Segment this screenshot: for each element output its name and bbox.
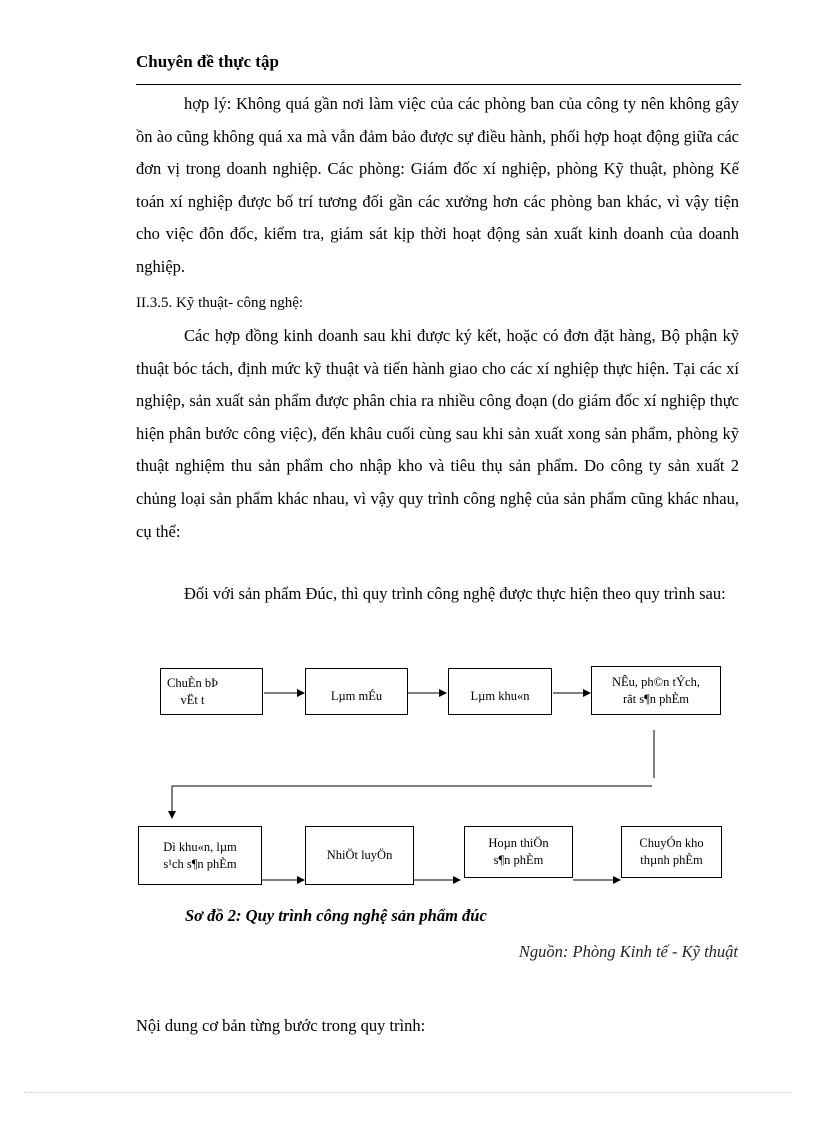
step-heat-treatment: NhiÖt luyÖn xyxy=(305,826,414,885)
paragraph-step-content-intro: Nội dung cơ bản từng bước trong quy trình: xyxy=(136,1016,426,1035)
step-make-mold: Lµm khu«n xyxy=(448,668,552,715)
page-header-title: Chuyên đề thực tập xyxy=(136,52,279,71)
step-prepare-materials: ChuÈn bÞ vËt t xyxy=(160,668,263,715)
step-transfer-warehouse: ChuyÓn kho thµnh phÈm xyxy=(621,826,722,878)
step-make-pattern: Lµm mÉu xyxy=(305,668,408,715)
paragraph-casting-intro: Đối với sản phẩm Đúc, thì quy trình công nghệ được thực hiện theo quy trình sau: xyxy=(184,584,726,603)
diagram-source: Nguồn: Phòng Kinh tế - Kỹ thuật xyxy=(518,942,738,961)
step-melt-analyze-pour: NÊu, ph©n tÝch, rãt s¶n phÈm xyxy=(591,666,721,715)
step-demold-clean: Dì khu«n, lµm s¹ch s¶n phÈm xyxy=(138,826,262,885)
diagram-caption: Sơ đồ 2: Quy trình công nghệ sản phẩm đúc xyxy=(185,906,487,925)
step-finishing: Hoµn thiÖn s¶n phÈm xyxy=(464,826,573,878)
page-footer-divider xyxy=(24,1092,792,1093)
paragraph-layout: hợp lý: Không quá gần nơi làm việc của các phòng ban của công ty nên không gây ồn ào cũng không quá xa mà vẫn đảm bảo được sự điều hành, phối hợp hoạt động giữa các đơn vị trong doanh nghiệp. Các phòng: Giám đốc xí nghiệp, phòng Kỹ thuật, phòng Kế toán xí nghiệp được bố trí tương đối gần các xưởng hơn các phòng ban khác, vì vậy tiện cho việc đôn đốc, kiểm tra, giám sát kịp thời hoạt động sản xuất kinh doanh của doanh nghiệp. xyxy=(136,94,739,276)
section-heading: II.3.5. Kỹ thuật- công nghệ: xyxy=(136,295,304,311)
paragraph-technology: Các hợp đồng kinh doanh sau khi được ký kết, hoặc có đơn đặt hàng, Bộ phận kỹ thuật bóc tách, định mức kỹ thuật và tiến hành giao cho các xí nghiệp thực hiện. Tại các xí nghiệp, sản xuất sản phẩm được phân chia ra nhiều công đoạn (do giám đốc xí nghiệp thực hiện phân bước công việc), đến khâu cuối cùng sau khi sản xuất xong sản phẩm, phòng kỹ thuật nghiệm thu sản phẩm cho nhập kho và tiêu thụ sản phẩm. Do công ty sản xuất 2 chủng loại sản phẩm khác nhau, vì vậy quy trình công nghệ của sản phẩm cũng khác nhau, cụ thể: xyxy=(136,326,739,541)
